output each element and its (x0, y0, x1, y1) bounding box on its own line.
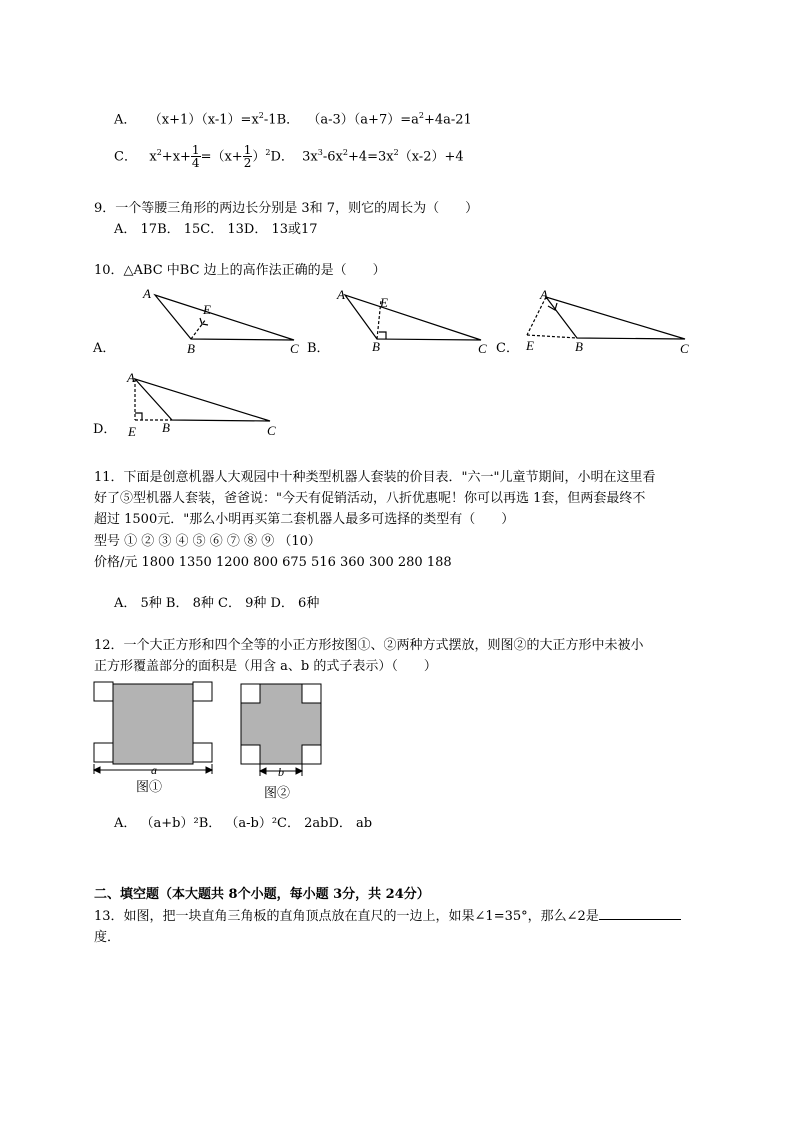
q10-figure-c-point-b: B (575, 339, 583, 354)
q10-figure-b-point-c: C (478, 341, 487, 356)
q8-option-d-exponent-1: 3 (317, 148, 323, 157)
q8-option-c-text-4: ） (252, 149, 266, 165)
q10-label-a: A． (93, 341, 116, 356)
q10-figure-d-point-b: B (162, 420, 170, 435)
q8-option-c-exponent-2: 2 (265, 148, 271, 157)
q10-figure-c-point-a: A (540, 287, 548, 302)
q8-option-c-label: C． (114, 149, 137, 165)
q8-option-b-exponent: 2 (418, 111, 424, 120)
q10-figure-a-triangle (155, 295, 294, 340)
q12-figure-1-large-square (113, 684, 193, 764)
q9-stem: 9．一个等腰三角形的两边长分别是 3和 7，则它的周长为（ ） (94, 201, 479, 216)
q10-stem: 10．△ABC 中BC 边上的高作法正确的是（ ） (94, 263, 386, 278)
q11-type-row: 型号 ① ② ③ ④ ⑤ ⑥ ⑦ ⑧ ⑨ （10） (94, 534, 321, 549)
q10-figure-d-point-e: E (128, 424, 136, 439)
q8-option-d-text-1: 3x (302, 149, 318, 165)
q12-figure-2-small-square (241, 684, 260, 703)
q12-line-2: 正方形覆盖部分的面积是（用含 a、b 的式子表示）（ ） (94, 659, 437, 674)
q10-figure-d-triangle (135, 379, 270, 421)
q8-option-d-exponent-3: 2 (393, 148, 399, 157)
q8-option-a-text: （x+1）（x-1）=x (148, 112, 259, 128)
q12-label-a: a (151, 763, 157, 777)
q10-figure-b-point-b: B (372, 339, 380, 354)
q8-option-d-exponent-2: 2 (342, 148, 348, 157)
q10-figure-a-point-b: B (187, 341, 195, 356)
q12-label-b: b (278, 765, 284, 779)
q10-figure-b-point-a: A (337, 287, 345, 302)
q10-figure-d-right-angle (135, 413, 142, 420)
q11-price-row: 价格/元 1800 1350 1200 800 675 516 360 300 280 188 (94, 555, 452, 570)
q10-figure-c-height (527, 297, 546, 335)
q8-option-b-tail: +4a-21 (423, 112, 472, 128)
q8-option-b-label: B． (276, 112, 300, 128)
q10-figure-b-triangle (345, 295, 481, 340)
q12-figure-2-caption: 图② (264, 786, 291, 801)
q8-option-row-2 (114, 138, 464, 172)
q10-label-d: D． (93, 422, 117, 437)
q8-option-a-exponent: 2 (258, 111, 264, 120)
q12-figure-2-small-square (241, 745, 260, 764)
q12-figures (90, 678, 340, 803)
q8-option-c-fraction-2: $\frac{1}{2}$ (243, 143, 252, 171)
q8-option-c-text-3: =（x+ (200, 149, 243, 165)
q8-option-b-text: （a-3）（a+7）=a (307, 112, 419, 128)
q8-option-c-text-2: +x+ (161, 149, 191, 165)
q11-options: A． 5种 B． 8种 C． 9种 D． 6种 (114, 596, 320, 611)
q8-option-c-text-1: x (149, 149, 157, 165)
q13-line-1 (94, 907, 681, 926)
q8-option-d-label: D． (270, 149, 294, 165)
q12-figure-1-small-square (193, 743, 212, 762)
q10-figure-b-point-e: E (380, 295, 388, 310)
q13-text: 13．如图，把一块直角三角板的直角顶点放在直尺的一边上，如果∠1=35°，那么∠2是 (94, 909, 599, 924)
q8-option-d-text-2: -6x (322, 149, 343, 165)
q8-option-a-label: A． (114, 112, 137, 128)
q8-option-row-1 (114, 107, 472, 129)
q13-line-2: 度． (94, 930, 121, 945)
q12-figure-1-small-square (94, 743, 113, 762)
q10-figure-d-point-c: C (267, 423, 276, 438)
q10-figure-c-extension (527, 335, 577, 338)
q10-figure-c-point-c: C (680, 341, 689, 356)
q8-option-c-exponent-1: 2 (156, 148, 162, 157)
section-2-title: 二、填空题（本大题共 8个小题，每小题 3分，共 24分） (94, 887, 430, 902)
q10-figure-d-point-a: A (127, 370, 135, 385)
q10-figure-c-point-e: E (526, 338, 534, 353)
q10-figures (90, 282, 710, 442)
q11-line-3: 超过 1500元．"那么小明再买第二套机器人最多可选择的类型有（ ） (94, 512, 515, 527)
q10-figure-a-point-a: A (143, 286, 151, 301)
q12-figure-1-small-square (94, 682, 113, 701)
q12-figure-2-small-square (302, 684, 321, 703)
q10-label-c: C． (496, 341, 519, 356)
q8-option-a-tail: -1 (263, 112, 277, 128)
q13-answer-blank[interactable] (599, 907, 681, 920)
q10-figure-a-point-c: C (290, 341, 299, 356)
q12-line-1: 12．一个大正方形和四个全等的小正方形按图①、②两种方式摆放，则图②的大正方形中未被小 (94, 638, 644, 653)
q10-figure-c-triangle (546, 297, 685, 339)
q8-option-c-fraction-1: $\frac{1}{4}$ (191, 143, 200, 171)
q12-figure-1-caption: 图① (136, 780, 163, 795)
q12-options: A． （a+b）²B． （a-b）²C． 2abD． ab (114, 816, 373, 831)
q10-label-b: B． (307, 341, 330, 356)
q11-line-2: 好了⑤型机器人套装，爸爸说："今天有促销活动，八折优惠呢！你可以再选 1套，但两套最终不 (94, 491, 646, 506)
q10-figure-a-point-e: E (203, 302, 211, 317)
q10-figure-b-right-angle (379, 332, 386, 339)
q8-option-d-text-4: （x-2）+4 (398, 149, 464, 165)
q12-figure-2-small-square (302, 745, 321, 764)
q10-figure-a-height (191, 319, 206, 339)
q11-line-1: 11．下面是创意机器人大观园中十种类型机器人套装的价目表．"六一"儿童节期间，小明在这里看 (94, 470, 656, 485)
q12-figure-1-small-square (193, 682, 212, 701)
q8-option-d-text-3: +4=3x (347, 149, 394, 165)
q9-options: A． 17B． 15C． 13D． 13或17 (114, 222, 318, 237)
